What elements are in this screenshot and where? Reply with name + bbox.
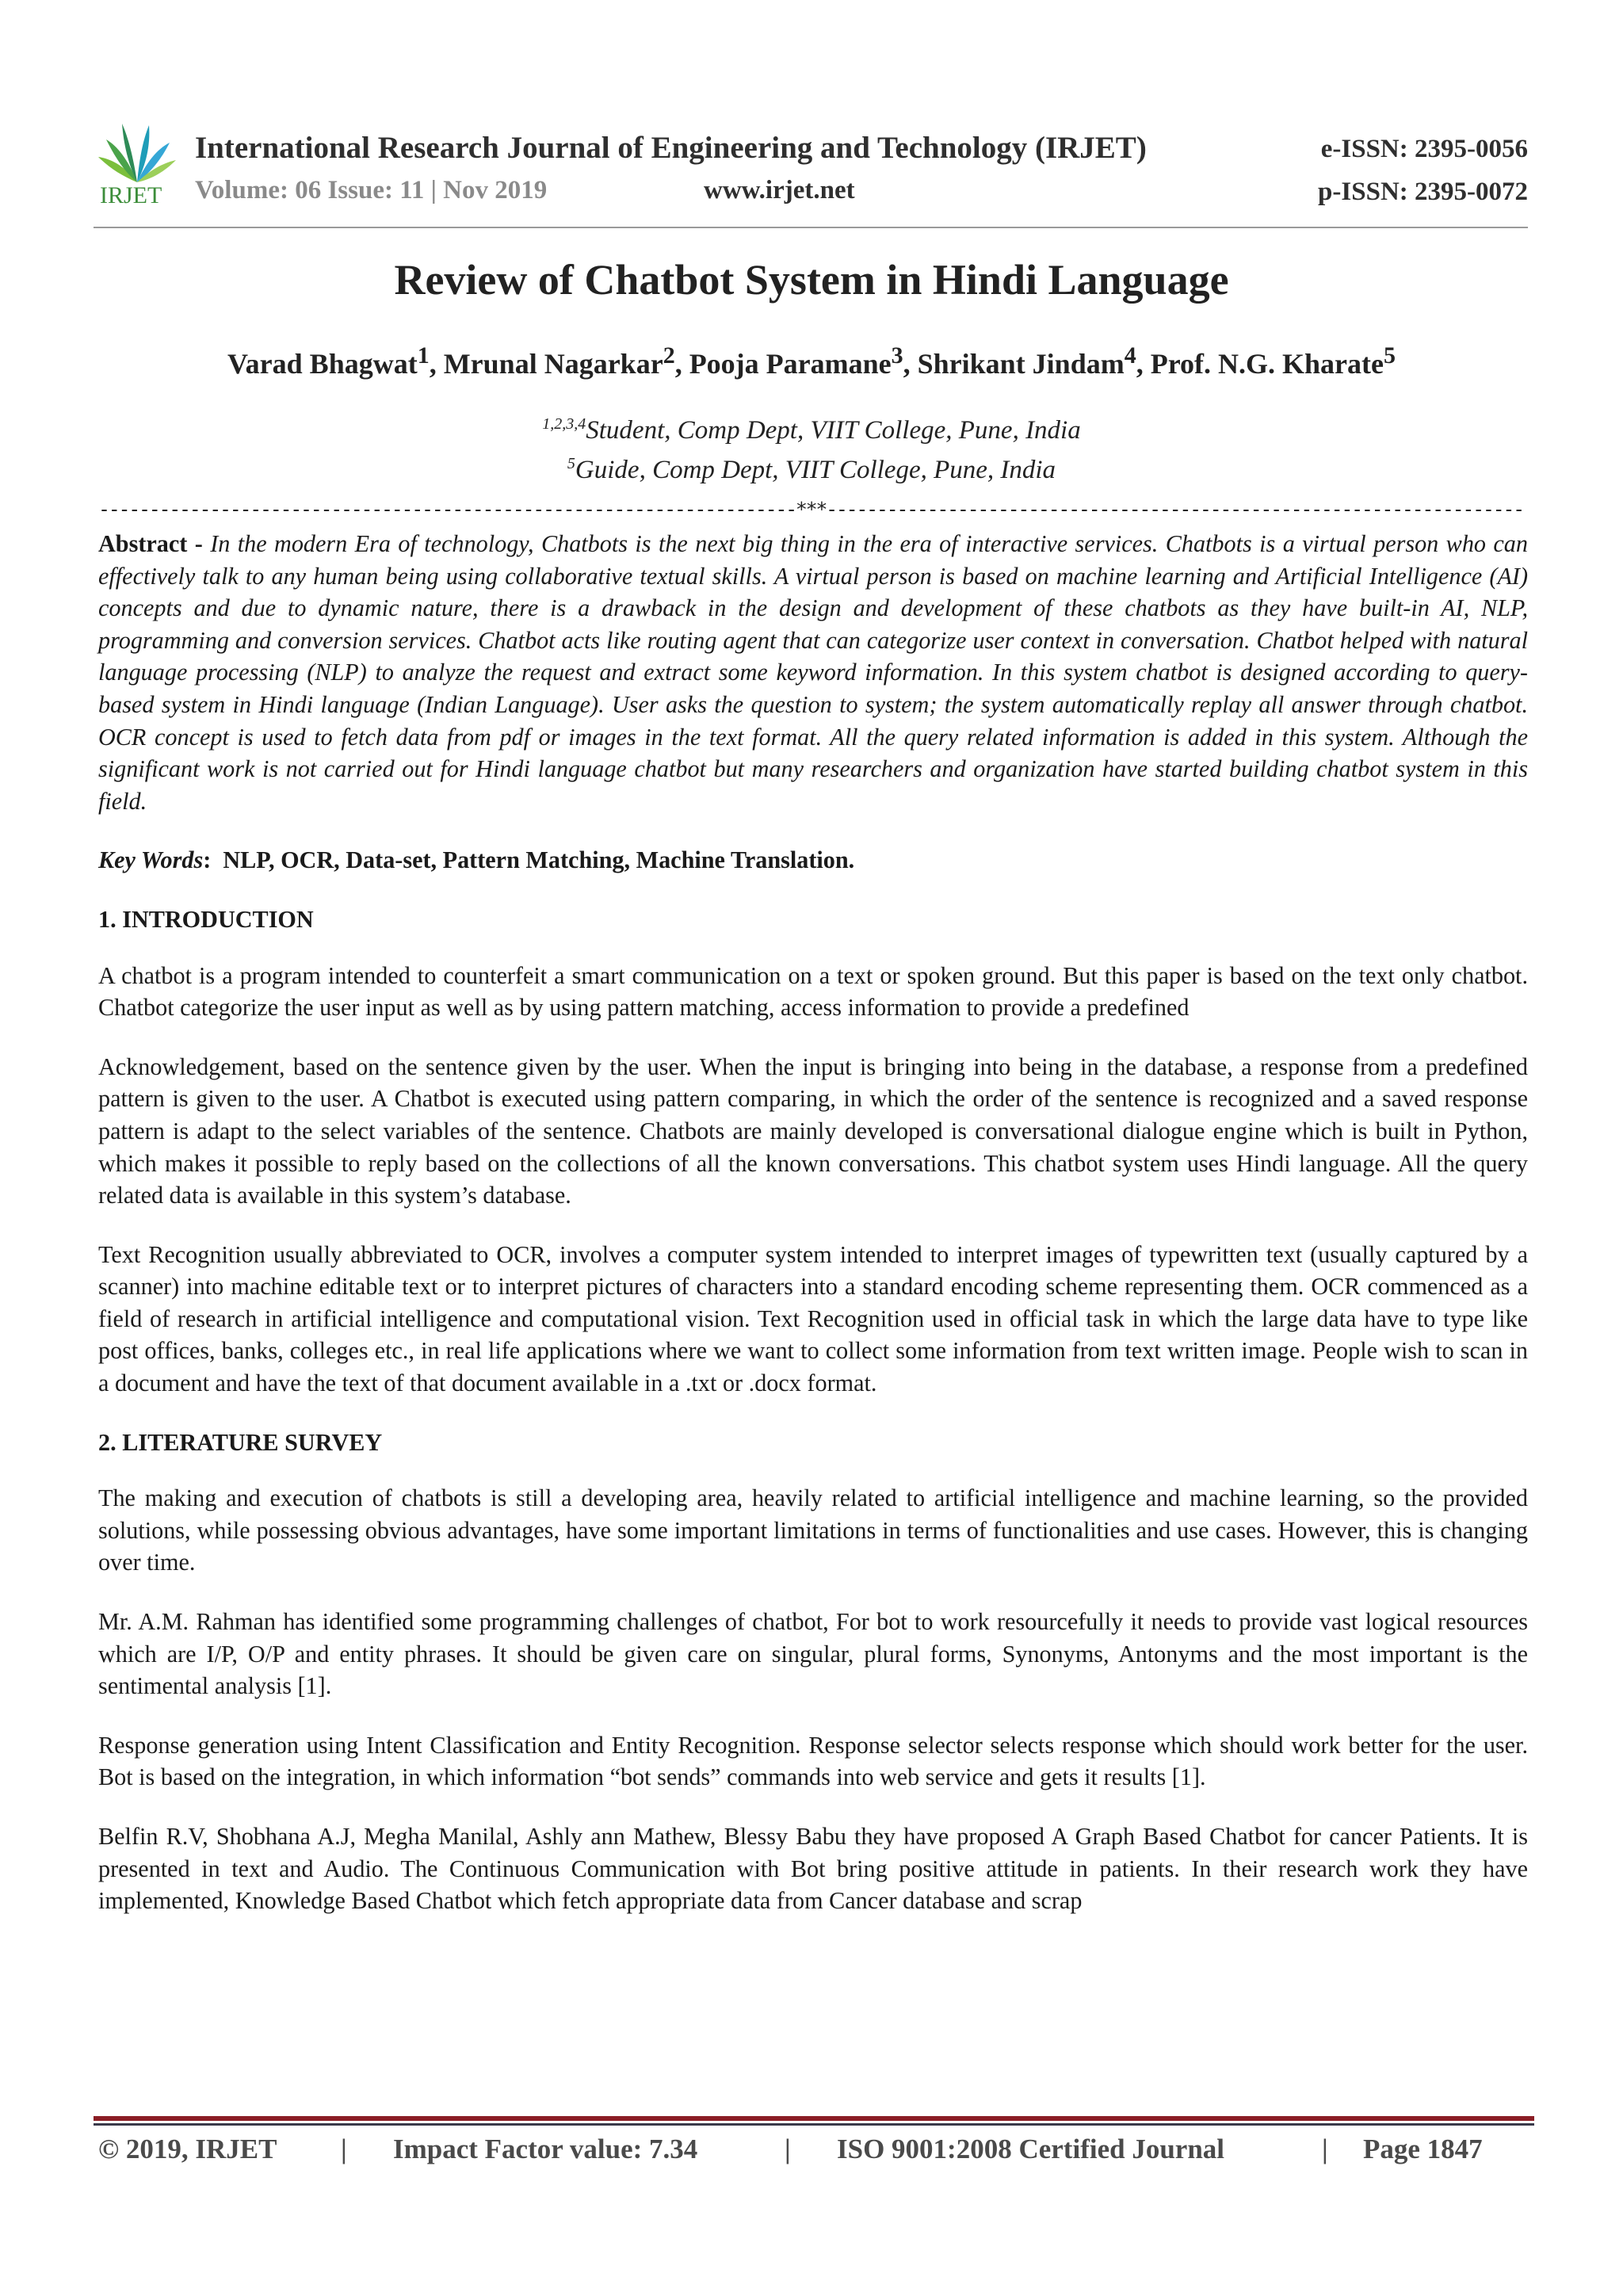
keywords-label: Key Words — [98, 846, 204, 874]
author-sup: 2 — [663, 342, 675, 369]
footer-rule — [94, 2116, 1534, 2121]
footer-page-number: Page 1847 — [1363, 2134, 1483, 2164]
author-sup: 3 — [891, 342, 903, 369]
footer-separator: | — [785, 2134, 791, 2164]
journal-name: International Research Journal of Engineering and Technology (IRJET) — [195, 131, 1147, 165]
footer-impact-factor: Impact Factor value: 7.34 — [393, 2134, 698, 2164]
paper-title: Review of Chatbot System in Hindi Language — [394, 256, 1229, 304]
journal-header — [94, 119, 1528, 228]
affiliation-text: Student, Comp Dept, VIIT College, Pune, India — [586, 416, 1081, 445]
paragraph: The making and execution of chatbots is still a developing area, heavily related to artificial intelligence and machine learning, so the provided solutions, while possessing obvious advantages, have some important limitations in terms of functionalities and use cases. However, this is changing over time. — [98, 1484, 1528, 1576]
section-separator: ---------------------------------------------------------------------***--------------------------------------------------------------------- — [98, 498, 1523, 521]
author-sup: 4 — [1124, 342, 1136, 369]
footer-rule-thin — [94, 2123, 1534, 2126]
paragraph: Acknowledgement, based on the sentence given by the user. When the input is bringing into being in the database, a response from a predefined pattern is given to the user. A Chatbot is executed using pattern comparing, in which the order of the sentence is recognized and a saved response pattern is adapt to the select variables of the sentence. Chatbots are mainly developed is conversational dialogue engine which is built in Python, which makes it possible to reply based on the collections of all the known conversations. This chatbot system uses Hindi language. All the query related data is available in this system’s database. — [98, 1052, 1528, 1209]
header-divider — [94, 227, 1528, 228]
paragraph: A chatbot is a program intended to counterfeit a smart communication on a text or spoken ground. But this paper is based on the text only chatbot. Chatbot categorize the user input as well as by using pattern matching, access information to provide a predefined — [98, 961, 1528, 1022]
section-heading: 2. LITERATURE SURVEY — [98, 1428, 383, 1456]
keywords: Key Words: NLP, OCR, Data-set, Pattern Matching, Machine Translation. — [98, 846, 855, 874]
paragraph: Belfin R.V, Shobhana A.J, Megha Manilal, Ashly ann Mathew, Blessy Babu they have proposed A Graph Based Chatbot for cancer Patients. It is presented in text and Audio. The Continuous Communication with Bot bring positive attitude in patients. In their research work they have implemented, Knowledge Based Chatbot which fetch appropriate data from Cancer database and scrap — [98, 1823, 1528, 1915]
paragraph: Text Recognition usually abbreviated to OCR, involves a computer system intended to interpret images of typewritten text (usually captured by a scanner) into machine editable text or to interpret pictures of characters into a standard encoding scheme representing them. OCR commenced as a field of research in artificial intelligence and computational vision. Text Recognition used in official task in which the large data have to type like post offices, banks, colleges etc., in real life applications where we want to collect some information from text written image. People wish to scan in a document and have the text of that document available in a .txt or .docx format. — [98, 1240, 1528, 1397]
affiliation-text: Guide, Comp Dept, VIIT College, Pune, India — [575, 456, 1056, 484]
footer-separator: | — [341, 2134, 347, 2164]
author-name: Shrikant Jindam — [917, 348, 1125, 380]
abstract-label: Abstract - — [98, 530, 203, 557]
eissn: e-ISSN: 2395-0056 — [1320, 135, 1528, 163]
paper-body — [98, 528, 1528, 1944]
volume-issue: Volume: 06 Issue: 11 | Nov 2019 — [195, 176, 548, 204]
paragraph: Response generation using Intent Classification and Entity Recognition. Response selector selects response which should work better for the user. Bot is based on the integration, in which information “bot sends” commands into web service and gets it results [1]. — [98, 1731, 1528, 1791]
abstract — [98, 528, 1528, 817]
abstract-text: In the modern Era of technology, Chatbots is the next big thing in the era of interactive services. Chatbots is a virtual person who can effectively talk to any human being using collaborative textual skills. A virtual person is based on machine learning and Artificial Intelligence (AI) concepts and due to dynamic nature, there is a drawback in the design and development of these chatbots as they have built-in AI, NLP, programming and conversion services. Chatbot acts like routing agent that can categorize user context in conversation. Chatbot helped with natural language processing (NLP) to analyze the request and extract some keyword information. In this system chatbot is designed according to query-based system in Hindi language (Indian Language). User asks the question to system; the system automatically replay all answer through chatbot. OCR concept is used to fetch data from pdf or images in the text format. All the query related information is added in this system. Although the significant work is not carried out for Hindi language chatbot but many researchers and organization have started building chatbot system in this field. — [98, 530, 1528, 815]
page-footer — [98, 2134, 1528, 2173]
affiliation-sup: 1,2,3,4 — [542, 415, 586, 433]
leaf-logo-icon — [94, 119, 181, 185]
author-list: Varad Bhagwat$^1$, Mrunal Nagarkar$^2$, Pooja Paramane$^3$, Shrikant Jindam$^4$, Prof. N.G. Kharate$^5$ — [227, 342, 1396, 380]
keywords-text: NLP, OCR, Data-set, Pattern Matching, Machine Translation. — [223, 846, 855, 874]
footer-iso: ISO 9001:2008 Certified Journal — [837, 2134, 1225, 2164]
affiliation — [0, 415, 1623, 445]
author-name: Prof. N.G. Kharate — [1150, 348, 1384, 380]
author-name: Varad Bhagwat — [227, 348, 418, 380]
irjet-logo — [94, 119, 181, 214]
logo-wordmark: IRJET — [100, 182, 162, 208]
journal-website-link[interactable]: www.irjet.net — [704, 176, 855, 204]
author-sup: 5 — [1384, 342, 1396, 369]
section-heading: 1. INTRODUCTION — [98, 905, 314, 933]
paragraph: Mr. A.M. Rahman has identified some programming challenges of chatbot, For bot to work resourcefully it needs to provide vast logical resources which are I/P, O/P and entity phrases. It should be given care on singular, plural forms, Synonyms, Antonyms and the most important is the sentimental analysis [1]. — [98, 1608, 1528, 1700]
footer-separator: | — [1322, 2134, 1328, 2164]
affiliation-sup: 5 — [567, 455, 575, 472]
author-name: Pooja Paramane — [689, 348, 892, 380]
affiliation — [0, 455, 1623, 485]
footer-copyright: © 2019, IRJET — [98, 2134, 277, 2164]
author-sup: 1 — [417, 342, 430, 369]
pissn: p-ISSN: 2395-0072 — [1318, 178, 1528, 206]
author-name: Mrunal Nagarkar — [443, 348, 663, 380]
